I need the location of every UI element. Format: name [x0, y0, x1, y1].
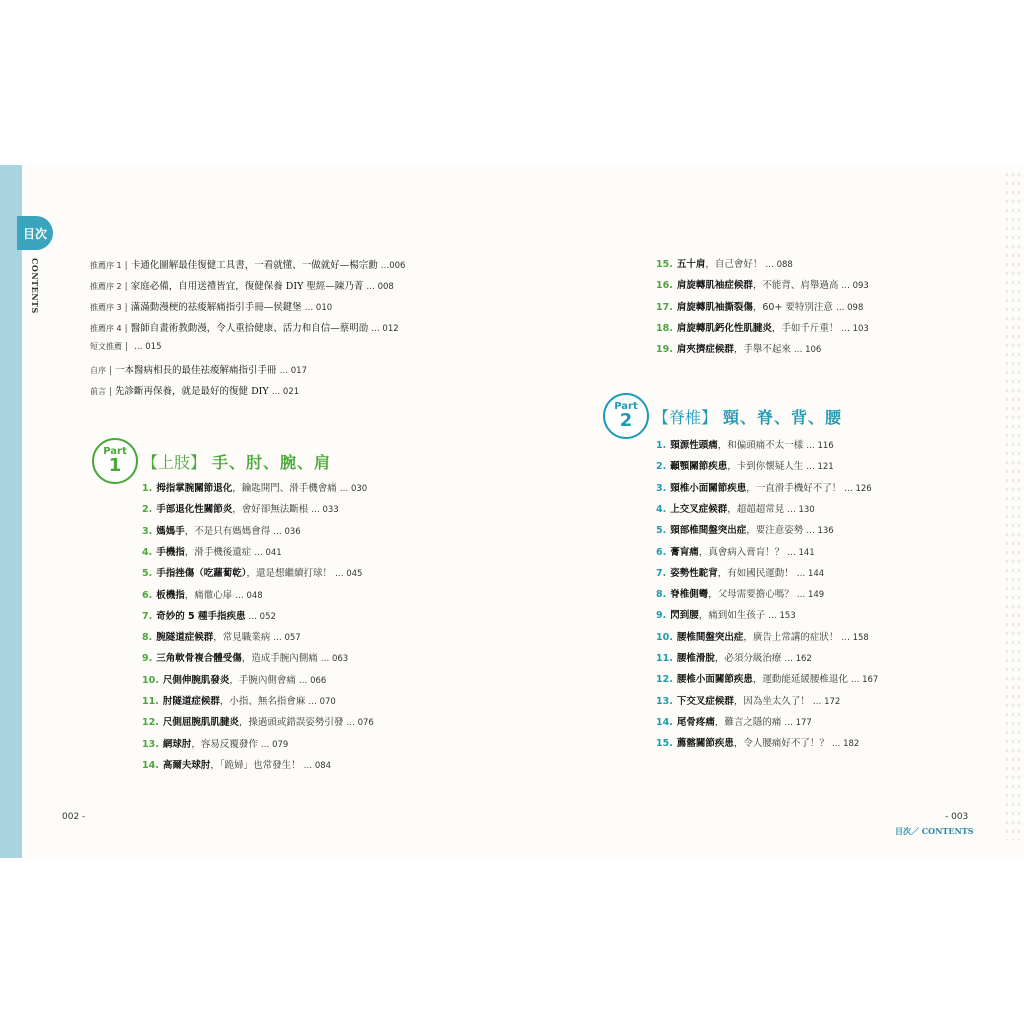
entry-title: 肩旋轉肌鈣化性肌腱炎: [676, 322, 772, 334]
preface-title: 一本醫病相長的最佳祛痠解痛指引手冊: [115, 365, 277, 376]
entry-title: 頸椎小面關節疾患: [670, 482, 747, 494]
entry-description: ，還是想繼續打球！: [246, 568, 333, 580]
entry-page: … 045: [335, 569, 363, 580]
entry-number: 7.: [656, 567, 667, 579]
divider: |: [124, 282, 128, 292]
entry-title: 腰椎間盤突出症: [676, 631, 744, 643]
entry-description: ，必須分級治療: [714, 653, 782, 664]
entry-description: ，自己會好！: [705, 259, 763, 270]
toc-entry: [656, 671, 878, 685]
entry-number: 10.: [142, 674, 159, 686]
entry-number: 1.: [656, 440, 667, 451]
toc-entry: [656, 522, 834, 536]
part2-title: 頸、脊、背、腰: [723, 407, 843, 427]
entry-description: ，痛徹心扉: [184, 589, 233, 601]
entry-page: … 084: [303, 760, 332, 771]
entry-page: … 057: [273, 633, 301, 644]
entry-title: 頸部椎間盤突出症: [670, 525, 747, 537]
toc-entry: [656, 277, 869, 291]
entry-page: … 036: [273, 526, 301, 537]
entry-page: … 106: [793, 345, 822, 356]
preface-title: 先診斷再保養，就是最好的復健 DIY: [115, 386, 269, 397]
toc-entry: [142, 693, 336, 707]
entry-title: 下交叉症候群: [676, 695, 734, 707]
entry-number: 10.: [656, 631, 673, 643]
entry-description: ，令人腰痛好不了！？: [733, 738, 829, 750]
part1-title: 手、肘、腕、肩: [212, 452, 332, 472]
entry-page: … 177: [784, 717, 812, 728]
entry-description: ，廣告上常講的症狀！: [743, 631, 839, 643]
entry-title: 高爾夫球肘: [162, 759, 211, 771]
divider: |: [109, 366, 113, 376]
preface-item: [90, 362, 307, 376]
entry-title: 尺側伸腕肌發炎: [162, 674, 230, 686]
toc-entry: [142, 757, 331, 771]
entry-page: … 144: [796, 568, 825, 579]
entry-description: ，常見職業病: [213, 632, 271, 644]
entry-page: … 093: [841, 281, 869, 292]
preface-item: [90, 257, 405, 271]
entry-description: ，有如國民運動！: [717, 567, 794, 579]
entry-title: 肩旋轉肌袖撕裂傷: [676, 301, 753, 313]
entry-page: … 063: [320, 654, 349, 665]
part1-badge: [92, 438, 138, 484]
entry-title: 手指挫傷（吃蘿蔔乾）: [156, 568, 247, 580]
entry-description: ，難言之隱的痛: [714, 716, 782, 728]
part2-number: 2: [619, 410, 633, 431]
entry-number: 9.: [142, 653, 153, 665]
entry-title: 手部退化性關節炎: [156, 504, 233, 516]
entry-page: … 098: [835, 302, 864, 313]
entry-description: ，一直滑手機好不了！: [746, 482, 842, 494]
preface-item: [90, 299, 332, 313]
toc-entry: [142, 629, 301, 643]
entry-description: ，手如千斤重！: [771, 322, 839, 334]
entry-title: 媽媽手: [156, 525, 185, 537]
entry-number: 12.: [142, 717, 159, 729]
entry-number: 17.: [656, 301, 673, 313]
toc-entry: [656, 501, 815, 515]
entry-description: ，「跪婦」也常發生！: [210, 759, 301, 771]
toc-entry: [656, 320, 869, 334]
toc-entry: [656, 299, 863, 313]
footer-label: 目次／ CONTENTS: [895, 826, 974, 836]
entry-title: 頸源性頭痛: [670, 440, 718, 451]
entry-number: 4.: [656, 503, 667, 515]
entry-title: 腰椎小面關節疾患: [676, 674, 753, 686]
preface-label: 短文推薦: [90, 342, 122, 351]
entry-page: … 066: [298, 675, 327, 686]
preface-label: 推薦序 3: [90, 303, 122, 312]
entry-page: … 033: [311, 505, 339, 516]
toc-entry: [142, 480, 367, 494]
entry-title: 肩夾擠症候群: [676, 344, 734, 356]
entry-title: 肩旋轉肌袖症候群: [676, 280, 753, 292]
part1-category: 【上肢】: [142, 452, 207, 472]
preface-item: [90, 278, 394, 292]
part1-number: 1: [108, 455, 122, 476]
contents-tab: 目次: [17, 216, 53, 250]
part1-header: [92, 438, 331, 484]
preface-page: … 012: [371, 324, 399, 334]
entry-description: ，因為坐太久了！: [733, 695, 810, 707]
entry-number: 2.: [142, 504, 153, 516]
part2-category: 【脊椎】: [653, 407, 718, 427]
preface-label: 推薦序 2: [90, 282, 122, 291]
entry-description: ，真會病入膏肓！？: [698, 546, 785, 558]
entry-number: 8.: [656, 589, 667, 601]
toc-entry: [656, 544, 815, 558]
entry-number: 9.: [656, 610, 667, 622]
entry-title: 手機指: [156, 546, 185, 558]
divider: |: [109, 387, 113, 397]
entry-title: 尺側屈腕肌肌腱炎: [162, 717, 239, 729]
toc-entry: [142, 544, 282, 558]
preface-title: 家庭必備，自用送禮皆宜，復健保養 DIY 聖經—陳乃菁: [130, 281, 364, 292]
entry-description: ，手腕內側會痛: [229, 674, 296, 686]
divider: |: [125, 342, 129, 352]
toc-entry: [142, 523, 301, 537]
entry-description: ，父母需要擔心嗎？: [708, 589, 794, 601]
preface-title: 滿滿動漫梗的祛痠解痛指引手冊—侯鍵堡: [130, 302, 302, 313]
part2-badge: [603, 393, 649, 439]
entry-number: 8.: [142, 632, 153, 644]
entry-title: 三角軟骨複合體受傷: [156, 653, 242, 665]
entry-number: 11.: [142, 696, 159, 707]
entry-page: … 153: [768, 611, 796, 622]
toc-entry: [142, 565, 362, 579]
part2-header: [603, 393, 842, 439]
entry-number: 14.: [656, 716, 673, 728]
entry-number: 15.: [656, 259, 673, 270]
entry-page: … 041: [254, 547, 282, 558]
entry-number: 14.: [142, 759, 159, 771]
toc-entry: [142, 650, 348, 664]
entry-page: … 158: [841, 632, 869, 643]
entry-number: 11.: [656, 653, 673, 664]
entry-description: ，不能背、肩舉過高: [752, 280, 839, 292]
entry-title: 腰椎滑脫: [676, 653, 715, 664]
entry-page: … 030: [339, 484, 368, 494]
entry-description: ，要注意姿勢: [746, 525, 804, 537]
entry-number: 7.: [142, 610, 153, 622]
entry-description: ，滑手機後遺症: [184, 546, 252, 558]
entry-page: … 070: [308, 697, 336, 707]
entry-title: 膏肓痛: [670, 546, 699, 558]
entry-title: 顳顎關節疾患: [670, 461, 728, 473]
entry-description: ，不是只有媽媽會得: [184, 525, 271, 537]
preface-item: [90, 320, 399, 334]
entry-number: 6.: [656, 546, 667, 558]
entry-title: 腕隧道症候群: [156, 632, 214, 644]
toc-entry: [656, 629, 869, 643]
preface-page: … 017: [279, 366, 307, 376]
preface-label: 前言: [90, 387, 106, 396]
divider: |: [124, 261, 128, 271]
entry-page: … 149: [796, 590, 825, 601]
entry-number: 5.: [142, 568, 153, 580]
entry-title: 薦髂關節疾患: [676, 738, 734, 750]
entry-title: 拇指掌腕關節退化: [156, 483, 233, 494]
side-color-bar: [0, 165, 22, 858]
entry-page: … 141: [787, 547, 815, 558]
entry-description: ，手舉不起來: [733, 344, 791, 356]
entry-number: 12.: [656, 674, 673, 686]
entry-number: 5.: [656, 525, 667, 537]
preface-item: [90, 341, 161, 352]
entry-number: 1.: [142, 483, 153, 494]
entry-description: ，卡到你懷疑人生: [727, 461, 804, 473]
entry-description: ，超超超常見: [727, 503, 785, 515]
entry-description: ，60+ 要特別注意: [752, 301, 833, 313]
entry-title: 肘隧道症候群: [162, 696, 220, 707]
toc-entry: [656, 607, 796, 621]
entry-page: … 162: [784, 654, 812, 664]
right-page-number: - 003: [945, 812, 969, 822]
entry-page: … 088: [765, 260, 793, 270]
toc-entry: [656, 458, 834, 472]
entry-title: 網球肘: [162, 738, 192, 750]
entry-description: ，會好卻無法斷根: [232, 504, 309, 516]
toc-entry: [656, 437, 834, 451]
part1-word: Part: [103, 446, 127, 457]
left-page-number: 002 -: [62, 812, 86, 822]
preface-page: …006: [380, 261, 406, 271]
entry-title: 尾骨疼痛: [676, 716, 715, 728]
part2-word: Part: [614, 401, 638, 412]
entry-page: … 052: [248, 611, 276, 622]
toc-entry: [656, 735, 859, 749]
entry-title: 奇妙的 5 種手指疾患: [156, 610, 246, 622]
preface-label: 推薦序 1: [90, 261, 122, 270]
divider: |: [124, 324, 128, 334]
entry-page: … 136: [806, 526, 834, 537]
entry-description: ，痛到如生孩子: [698, 610, 766, 622]
toc-entry: [142, 672, 326, 686]
toc-entry: [656, 256, 793, 270]
toc-entry: [656, 714, 812, 728]
entry-page: … 172: [812, 696, 841, 707]
toc-entry: [142, 501, 339, 515]
entry-page: … 167: [850, 675, 879, 686]
preface-label: 推薦序 4: [90, 324, 122, 333]
entry-page: … 182: [831, 739, 860, 750]
entry-description: ，小指、無名指會麻: [219, 696, 306, 707]
entry-page: … 079: [260, 739, 289, 750]
preface-page: … 008: [366, 282, 394, 292]
entry-description: ，操過頭或錯誤姿勢引發: [238, 717, 344, 729]
toc-entry: [656, 341, 821, 355]
toc-entry: [142, 714, 374, 728]
preface-title: 醫師自畫術教動漫，令人重拾健康、活力和自信—蔡明劭: [130, 323, 369, 334]
entry-number: 13.: [656, 695, 673, 707]
entry-number: 13.: [142, 738, 159, 750]
contents-vertical-label: CONTENTS: [30, 258, 40, 314]
entry-title: 脊椎側彎: [670, 589, 709, 601]
entry-description: ，和偏頭痛不太一樣: [717, 440, 804, 451]
toc-entry: [656, 650, 812, 664]
entry-page: … 121: [806, 462, 834, 473]
entry-page: … 130: [787, 504, 815, 515]
entry-page: … 048: [235, 590, 263, 601]
entry-description: ，造成手腕內側痛: [241, 653, 318, 665]
entry-title: 五十肩: [676, 259, 706, 270]
toc-entry: [142, 736, 288, 750]
divider: |: [124, 303, 128, 313]
entry-description: ，容易反覆發作: [191, 738, 258, 750]
entry-number: 15.: [656, 738, 673, 750]
entry-number: 4.: [142, 546, 153, 558]
toc-entry: [656, 693, 840, 707]
entry-number: 3.: [656, 482, 667, 494]
entry-number: 3.: [142, 525, 153, 537]
entry-page: … 076: [346, 718, 374, 729]
toc-entry: [656, 480, 872, 494]
decorative-dots: [1004, 170, 1022, 840]
toc-entry: [656, 586, 824, 600]
entry-number: 18.: [656, 322, 673, 334]
preface-item: [90, 383, 299, 397]
entry-title: 上交叉症候群: [670, 503, 728, 515]
toc-entry: [656, 565, 824, 579]
entry-page: … 126: [844, 483, 872, 494]
entry-title: 閃到腰: [670, 610, 699, 622]
preface-label: 自序: [90, 366, 106, 375]
entry-title: 姿勢性駝背: [670, 567, 718, 579]
toc-entry: [142, 608, 276, 622]
entry-page: … 103: [841, 323, 869, 334]
entry-number: 16.: [656, 280, 673, 292]
entry-title: 板機指: [156, 589, 185, 601]
preface-title: 卡通化圖解最佳復健工具書，一看就懂、一做就好—楊宗勳: [130, 260, 378, 271]
preface-page: … 010: [304, 303, 333, 313]
entry-number: 2.: [656, 461, 667, 473]
entry-description: ，運動能延緩腰椎退化: [752, 674, 848, 686]
entry-page: … 116: [806, 441, 834, 451]
preface-page: … 021: [271, 387, 300, 397]
preface-page: … 015: [134, 342, 162, 352]
entry-number: 19.: [656, 344, 673, 356]
entry-description: ，鑰匙開門、滑手機會痛: [232, 483, 337, 494]
toc-entry: [142, 587, 263, 601]
entry-number: 6.: [142, 589, 153, 601]
